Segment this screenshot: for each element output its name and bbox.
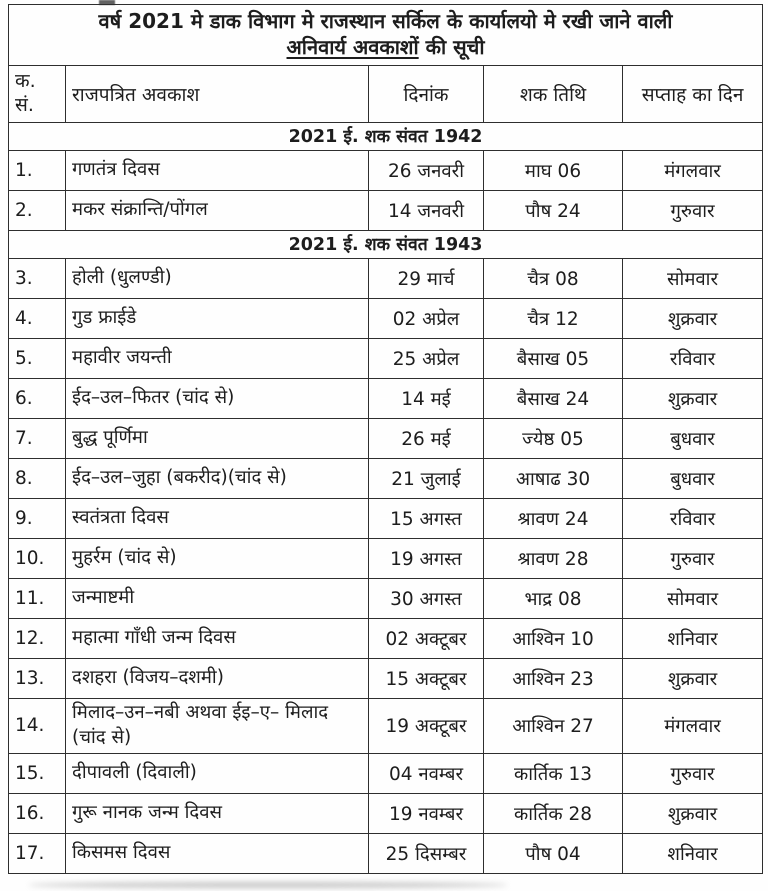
section-label: 2021 ई. शक संवत 1943 bbox=[9, 230, 763, 258]
cell-sno: 11. bbox=[9, 578, 66, 618]
table-row bbox=[9, 578, 763, 618]
scan-shadow bbox=[28, 882, 508, 888]
cell-holiday: होली (धुलण्डी) bbox=[66, 258, 369, 298]
cell-shaka: आश्विन 23 bbox=[484, 658, 623, 698]
cell-holiday: स्वतंत्रता दिवस bbox=[66, 498, 369, 538]
cell-holiday: ईद–उल–फितर (चांद से) bbox=[66, 378, 369, 418]
table-row bbox=[9, 833, 763, 873]
table-row bbox=[9, 298, 763, 338]
cell-weekday: सोमवार bbox=[623, 578, 763, 618]
cell-shaka: बैसाख 24 bbox=[484, 378, 623, 418]
table-row bbox=[9, 498, 763, 538]
cell-date: 02 अप्रेल bbox=[369, 298, 484, 338]
cell-holiday: दीपावली (दिवाली) bbox=[66, 753, 369, 793]
cell-shaka: चैत्र 08 bbox=[484, 258, 623, 298]
table-row bbox=[9, 698, 763, 753]
cell-shaka: पौष 04 bbox=[484, 833, 623, 873]
holiday-table bbox=[8, 4, 763, 874]
cell-date: 29 मार्च bbox=[369, 258, 484, 298]
cell-date: 15 अक्टूबर bbox=[369, 658, 484, 698]
cell-shaka: माघ 06 bbox=[484, 150, 623, 190]
cell-shaka: आश्विन 10 bbox=[484, 618, 623, 658]
cell-date: 19 अगस्त bbox=[369, 538, 484, 578]
section-header-row bbox=[9, 230, 763, 258]
table-row bbox=[9, 258, 763, 298]
table-row bbox=[9, 190, 763, 230]
cell-holiday: गुरू नानक जन्म दिवस bbox=[66, 793, 369, 833]
cell-sno: 9. bbox=[9, 498, 66, 538]
cell-holiday: महावीर जयन्ती bbox=[66, 338, 369, 378]
cell-date: 30 अगस्त bbox=[369, 578, 484, 618]
cell-date: 15 अगस्त bbox=[369, 498, 484, 538]
cell-weekday: शनिवार bbox=[623, 618, 763, 658]
cell-holiday: ईद–उल–जुहा (बकरीद)(चांद से) bbox=[66, 458, 369, 498]
cell-sno: 17. bbox=[9, 833, 66, 873]
cell-sno: 12. bbox=[9, 618, 66, 658]
header-gazetted-holiday: राजपत्रित अवकाश bbox=[66, 65, 369, 122]
cell-holiday: मकर संक्रान्ति/पोंगल bbox=[66, 190, 369, 230]
cell-holiday: बुद्ध पूर्णिमा bbox=[66, 418, 369, 458]
cell-holiday: दशहरा (विजय–दशमी) bbox=[66, 658, 369, 698]
table-row bbox=[9, 618, 763, 658]
header-serial-line1: क. bbox=[15, 70, 36, 93]
cell-sno: 6. bbox=[9, 378, 66, 418]
cell-weekday: शुक्रवार bbox=[623, 658, 763, 698]
title-line-2 bbox=[13, 34, 758, 60]
header-date: दिनांक bbox=[369, 65, 484, 122]
cell-sno: 10. bbox=[9, 538, 66, 578]
cell-weekday: गुरुवार bbox=[623, 538, 763, 578]
table-row bbox=[9, 538, 763, 578]
cell-date: 21 जुलाई bbox=[369, 458, 484, 498]
cell-shaka: ज्येष्ठ 05 bbox=[484, 418, 623, 458]
cell-shaka: बैसाख 05 bbox=[484, 338, 623, 378]
cell-shaka: कार्तिक 13 bbox=[484, 753, 623, 793]
cell-sno: 7. bbox=[9, 418, 66, 458]
cell-weekday: मंगलवार bbox=[623, 150, 763, 190]
table-row bbox=[9, 753, 763, 793]
cell-holiday: मुहर्रम (चांद से) bbox=[66, 538, 369, 578]
table-row bbox=[9, 658, 763, 698]
cell-weekday: गुरुवार bbox=[623, 190, 763, 230]
cell-weekday: शनिवार bbox=[623, 833, 763, 873]
cell-sno: 14. bbox=[9, 698, 66, 753]
cell-sno: 16. bbox=[9, 793, 66, 833]
title-line-1: वर्ष 2021 मे डाक विभाग मे राजस्थान सर्किल के कार्यालयो मे रखी जाने वाली bbox=[98, 9, 673, 33]
cell-holiday: जन्माष्टमी bbox=[66, 578, 369, 618]
header-shaka-tithi: शक तिथि bbox=[484, 65, 623, 122]
section-header-row bbox=[9, 122, 763, 150]
header-serial-line2: सं. bbox=[15, 93, 34, 116]
title-suffix: की सूची bbox=[418, 35, 485, 60]
cell-shaka: भाद्र 08 bbox=[484, 578, 623, 618]
table-row bbox=[9, 793, 763, 833]
header-weekday: सप्ताह का दिन bbox=[623, 65, 763, 122]
cell-date: 14 मई bbox=[369, 378, 484, 418]
cell-weekday: शुक्रवार bbox=[623, 378, 763, 418]
title-underlined-phrase: अनिवार्य अवकाशों bbox=[286, 35, 419, 60]
table-body bbox=[9, 122, 763, 873]
cell-sno: 13. bbox=[9, 658, 66, 698]
cell-holiday: गणतंत्र दिवस bbox=[66, 150, 369, 190]
cell-weekday: मंगलवार bbox=[623, 698, 763, 753]
cell-date: 14 जनवरी bbox=[369, 190, 484, 230]
cell-shaka: श्रावण 28 bbox=[484, 538, 623, 578]
header-serial-number bbox=[9, 65, 66, 122]
cell-holiday: महात्मा गाँधी जन्म दिवस bbox=[66, 618, 369, 658]
cell-date: 26 जनवरी bbox=[369, 150, 484, 190]
cell-weekday: रविवार bbox=[623, 338, 763, 378]
cell-shaka: श्रावण 24 bbox=[484, 498, 623, 538]
table-row bbox=[9, 338, 763, 378]
cell-date: 25 दिसम्बर bbox=[369, 833, 484, 873]
cell-holiday: गुड फ्राईडे bbox=[66, 298, 369, 338]
cell-sno: 2. bbox=[9, 190, 66, 230]
cell-sno: 5. bbox=[9, 338, 66, 378]
cell-weekday: रविवार bbox=[623, 498, 763, 538]
cell-date: 04 नवम्बर bbox=[369, 753, 484, 793]
cell-sno: 1. bbox=[9, 150, 66, 190]
cell-holiday: किसमस दिवस bbox=[66, 833, 369, 873]
cell-sno: 4. bbox=[9, 298, 66, 338]
cell-weekday: बुधवार bbox=[623, 458, 763, 498]
cell-date: 25 अप्रेल bbox=[369, 338, 484, 378]
cell-date: 19 अक्टूबर bbox=[369, 698, 484, 753]
cell-weekday: गुरुवार bbox=[623, 753, 763, 793]
cell-date: 02 अक्टूबर bbox=[369, 618, 484, 658]
cell-sno: 15. bbox=[9, 753, 66, 793]
section-label: 2021 ई. शक संवत 1942 bbox=[9, 122, 763, 150]
cell-shaka: कार्तिक 28 bbox=[484, 793, 623, 833]
cell-sno: 8. bbox=[9, 458, 66, 498]
table-row bbox=[9, 378, 763, 418]
cell-weekday: बुधवार bbox=[623, 418, 763, 458]
cell-shaka: आषाढ 30 bbox=[484, 458, 623, 498]
cell-date: 19 नवम्बर bbox=[369, 793, 484, 833]
cell-weekday: शुक्रवार bbox=[623, 298, 763, 338]
table-row bbox=[9, 418, 763, 458]
cell-weekday: सोमवार bbox=[623, 258, 763, 298]
document-title bbox=[9, 5, 763, 66]
cell-weekday: शुक्रवार bbox=[623, 793, 763, 833]
cell-date: 26 मई bbox=[369, 418, 484, 458]
cell-shaka: चैत्र 12 bbox=[484, 298, 623, 338]
cell-sno: 3. bbox=[9, 258, 66, 298]
column-header-row bbox=[9, 65, 763, 122]
cell-shaka: पौष 24 bbox=[484, 190, 623, 230]
table-row bbox=[9, 458, 763, 498]
cell-holiday: मिलाद–उन–नबी अथवा ईइ–ए– मिलाद (चांद से) bbox=[66, 698, 369, 753]
table-row bbox=[9, 150, 763, 190]
title-row bbox=[9, 5, 763, 66]
cell-shaka: आश्विन 27 bbox=[484, 698, 623, 753]
